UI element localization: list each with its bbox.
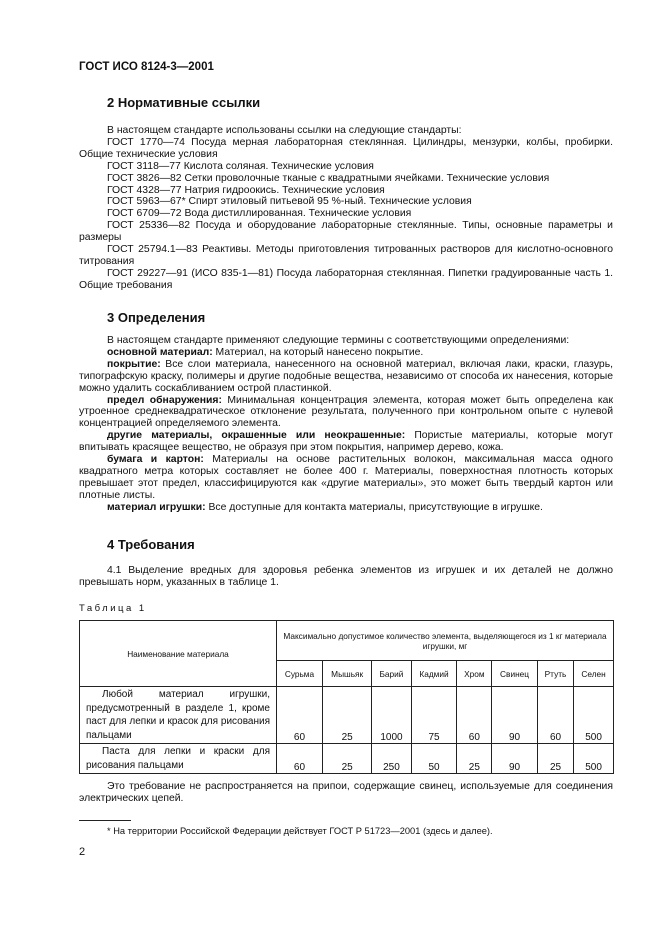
table-cell: 25 [322,687,371,744]
table-cell: 250 [372,744,411,774]
ref-item: ГОСТ 5963—67* Спирт этиловый питьевой 95 %-ный. Технические условия [107,196,472,208]
table-cell: 60 [277,687,323,744]
definition-text: Пористые материалы, которые могут впитывать красящее вещество, не образуя при этом покрытия, например дерево, кожа. [79,430,613,454]
table-cell: 75 [411,687,457,744]
table-cell: 60 [277,744,323,774]
table-cell: 25 [457,744,492,774]
definition-term: бумага и картон: [107,454,204,466]
definition-term: материал игрушки: [107,501,206,513]
table-header-element: Барий [372,661,411,687]
table-row [80,687,614,744]
ref-item: ГОСТ 29227—91 (ИСО 835-1—81) Посуда лабораторная стеклянная. Пипетки градуированные часть 1. Общие требования [79,267,613,291]
table-header-element: Хром [457,661,492,687]
table-caption: Таблица 1 [79,603,147,614]
page-number: 2 [79,846,86,858]
table-cell: 25 [537,744,573,774]
definition [79,347,613,359]
requirement-text: 4.1 Выделение вредных для здоровья ребенка элементов из игрушек и их деталей не должно превышать норм, указанных в таблице 1. [79,565,613,588]
section-3-intro: В настоящем стандарте применяют следующие термины с соответствующими определениями: [107,335,570,346]
definition [79,395,613,431]
definition-term: покрытие: [107,358,161,370]
section-3-body [79,335,613,514]
table-header-group: Максимально допустимое количество элемента, выделяющегося из 1 кг материала игрушки, мг [277,621,614,661]
table-header-element: Селен [574,661,614,687]
definition-term: предел обнаружения: [107,394,222,406]
table-note [79,781,613,805]
ref-item: ГОСТ 3118—77 Кислота соляная. Технические условия [107,160,374,172]
section-2-title: 2 Нормативные ссылки [107,95,261,110]
table-header-element: Мышьяк [322,661,371,687]
definition [79,454,613,502]
table-cell: 1000 [372,687,411,744]
section-3-title: 3 Определения [107,310,206,325]
ref-item: ГОСТ 25336—82 Посуда и оборудование лабораторные стеклянные. Типы, основные параметры и размеры [79,220,613,244]
ref-item: ГОСТ 3826—82 Сетки проволочные тканые с квадратными ячейками. Технические условия [107,172,550,184]
table-cell: 90 [492,744,538,774]
definition [79,430,613,454]
definition-text: Материал, на который нанесено покрытие. [212,346,424,358]
section-2-body [79,125,613,292]
table-cell-material: Любой материал игрушки, предусмотренный в разделе 1, кроме паст для лепки и красок для рисования пальцами [80,687,277,744]
definition-text: Все слои материала, нанесенного на основной материал, включая лаки, краски, глазурь, типографскую краску, полимеры и другие подобные вещества, независимо от способа их нанесения, которые можно удалить соскабливанием острой пластинкой. [79,358,613,394]
definition-term: другие материалы, окрашенные или неокрашенные: [107,430,406,442]
table-cell: 25 [322,744,371,774]
table-cell: 90 [492,687,538,744]
ref-item: ГОСТ 6709—72 Вода дистиллированная. Технические условия [107,208,412,220]
footnote: * На территории Российской Федерации действует ГОСТ Р 51723—2001 (здесь и далее). [107,826,493,836]
footnote-divider [79,820,131,821]
section-2-intro: В настоящем стандарте использованы ссылки на следующие стандарты: [107,125,462,136]
table-cell: 60 [537,687,573,744]
section-4-para [79,565,613,589]
definition-text: Материалы на основе растительных волокон, максимальная масса одного квадратного метра которых составляет не более 400 г. Материалы, поверхностная плотность которых превышает этот предел, классифицируются как «другие материалы», это может быть твердый картон или плотные листы. [79,454,613,501]
table-row [80,744,614,774]
table-header-element: Кадмий [411,661,457,687]
table-note-text: Это требование не распространяется на припои, содержащие свинец, используемые для соединения электрических цепей. [79,781,613,804]
definition-term: основной материал: [107,346,213,358]
table-cell: 60 [457,687,492,744]
table-cell: 500 [574,744,614,774]
section-4-title: 4 Требования [107,537,195,552]
table-cell: 50 [411,744,457,774]
definition-text: Все доступные для контакта материалы, присутствующие в игрушке. [205,501,543,513]
table-header-element: Свинец [492,661,538,687]
ref-item: ГОСТ 25794.1—83 Реактивы. Методы приготовления титрованных растворов для кислотно-основного титрования [79,244,613,267]
table-header-element: Сурьма [277,661,323,687]
table-header-element: Ртуть [537,661,573,687]
table-header-material: Наименование материала [80,621,277,687]
table-cell: 500 [574,687,614,744]
document-header: ГОСТ ИСО 8124-3—2001 [79,61,214,73]
ref-item: ГОСТ 4328—77 Натрия гидроокись. Технические условия [107,184,385,196]
limits-table [79,620,614,774]
ref-item: ГОСТ 1770—74 Посуда мерная лабораторная стеклянная. Цилиндры, мензурки, колбы, пробирки. Общие технические условия [79,136,613,160]
table-cell-material: Паста для лепки и краски для рисования пальцами [80,744,277,774]
definition [79,359,613,395]
definition-text: Минимальная концентрация элемента, которая может быть определена как утроенное среднеквадратическое отклонение результата, полученного при контрольном опыте с нулевой концентрацией определяемого элемента. [79,394,613,430]
definition [79,502,613,514]
